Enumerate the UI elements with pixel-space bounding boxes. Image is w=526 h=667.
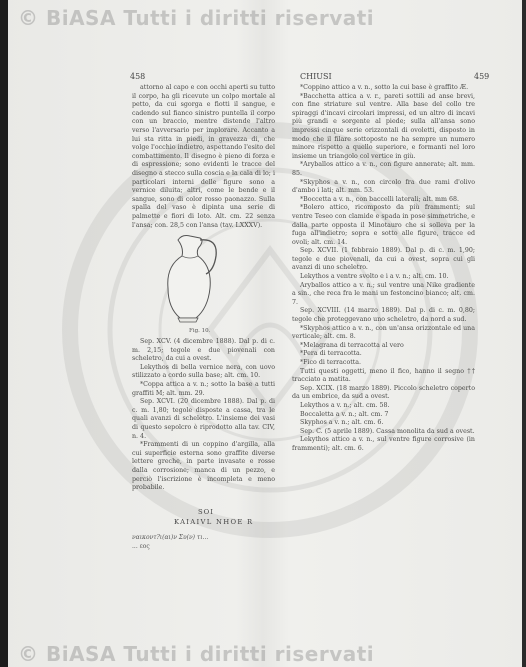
running-title: CHIUSI (300, 72, 332, 81)
watermark-text-top: © BiASA Tutti i diritti riservati (18, 6, 375, 30)
paragraph: Sep. XCVIII. (14 marzo 1889). Dal p. di c. m. 0,80; tegole che proteggevano uno scheletro, da nord a sud. (292, 307, 475, 324)
paragraph: *Bacchetta attica a v. r., pareti sottili ad anse brevi, con fine striature sul ventre. Alla base del collo tre spiraggi d'incavi circolari impressi, ed un altro di incavi più grandi e sorgente al piede; sulla all'ansa sono impressi cinque serie orizzontali di ovoletti, disposto in modo che il filare sottoposto ne ha sempre un numero minore rispetto a quello superiore, e formanti nel loro insieme un triangolo col vertice in giù. (292, 92, 475, 160)
paragraph: Lekythos di bella vernice nera, con uovo stilizzato a cordo sulla base; alt. cm. 10. (132, 363, 275, 380)
paragraph: *Frammenti di un coppino d'argilla, alla cui superficie esterna sono graffite diverse lettere greche, in parte invasate e rosse dalla corrosione; manca di un pezzo, e perciò l'iscrizione è incompleta e meno probabile. (132, 441, 275, 492)
figure-caption: Fig. 10. (189, 328, 211, 334)
paragraph: *Bolero attico, ricomposto da più frammenti; sul ventre Teseo con clamide e spada in pose simmetriche, e dalla parte opposta il Minotauro che si solleva per la fuga all'indietro; sopra e sotto alle figure, tracce ed ovoli; alt. cm. 14. (292, 204, 475, 246)
paragraph: Lekythos attico a v. n., sul ventre figure corrosive (in frammenti); alt. cm. 6. (292, 436, 475, 452)
inscription-line-1: SOI (198, 508, 214, 516)
paragraph: Sep. XCIX. (18 marzo 1889). Piccolo scheletro coperto da un embrice, da sud a ovest. (292, 384, 475, 401)
oinochoe-vase-illustration (160, 226, 230, 326)
paragraph: Sep. XCVII. (1 febbraio 1889). Dal p. di c. m. 1,90; tegole e due piovenali, da cui a ovest, sopra cui gli avanzi di uno scheletro. (292, 247, 475, 272)
paragraph: Tutti questi oggetti, meno il fico, hanno il segno †† tracciato a matita. (292, 367, 475, 384)
paragraph: Lekythos a ventre svolto e i a v. n.; alt. cm. 10. (300, 273, 449, 281)
scan-edge-left (0, 0, 8, 667)
watermark-text-bottom: © BiASA Tutti i diritti riservati (18, 642, 375, 666)
scan-edge-right (522, 0, 526, 667)
paragraph: *Skyphos attico a v. n., con un'ansa orizzontale ed una verticale; alt. cm. 8. (292, 324, 475, 341)
paragraph: *Melagrana di terracotta al vero (300, 341, 404, 349)
paragraph: Skyphos a v. n.; alt. cm. 6. (300, 419, 384, 427)
paragraph: Sep. XCV. (4 dicembre 1888). Dal p. di c. m. 2,15; tegole e due piovenali con scheletro, da cui a ovest. (132, 338, 275, 363)
left-column-top (132, 84, 275, 230)
paragraph: attorno al capo e con occhi aperti su tutto il corpo, ha gli ricevute un colpo mortale al petto, da cui sgorga e fiotti il sangue, e cadendo sul fianco sinistro puntella il corpo con un braccio, mentre distende l'altro verso l'avversario per implorare. Accanto a lui sta ritta in piedi, in gravezza di, che volge l'occhio indietro, aspettando l'esito del combattimento. Il disegno è pieno di forza e di espressione; sono evidenti le tracce del disegno a stecco sulla coscia e la cala di lo; i particolari interni delle figure sono a vernice diluita; altri, come le bende e il sangue, sono di color rosso paonazzo. Sulla spalla del vaso è dipinta una serie di palmette e fiori di loto. Alt. cm. 22 senza l'ansa; con. 28,5 con l'ansa (tav. LXXXV). (132, 84, 275, 229)
inscription-line-2: KAIAIVL NHOE R (174, 518, 254, 526)
footnote-line-1: ναικοντ?ι(αι)ν Συ(ν) τι... (132, 534, 209, 541)
paragraph: *Skyphos a v. n., con circolo fra due rami d'olivo d'ambo i lati; alt. mm. 53. (292, 178, 475, 195)
paragraph: Aryballos attico a v. n.; sul ventre una Nike gradiente a sin., che reca fra le mani un festoncino bianco; alt. cm. 7. (292, 281, 475, 306)
left-column-bottom (132, 338, 275, 493)
page-number-left: 458 (130, 72, 146, 81)
paragraph: Boccaletta a v. n.; alt. cm. 7 (300, 410, 389, 418)
paragraph: *Coppa attica a v. n.; sotto la base a tutti graffiti M; alt. mm. 29. (132, 380, 275, 397)
paragraph: Lekythos a v. n.; alt. cm. 58. (300, 401, 390, 409)
right-column (292, 84, 475, 454)
paragraph: *Boccetta a v. n., con baccelli laterali; alt. mm 68. (300, 195, 459, 203)
footnote-line-2: ... εος (132, 543, 150, 550)
paragraph: Sep. XCVI. (20 dicembre 1888). Dal p. di c. m. 1,80; tegole disposte a cassa, tra le quali avanzi di scheletro. L'insieme dei vasi di questo sepolcro è riprodotto alla tav. CIV, n. 4. (132, 398, 275, 440)
page-number-right: 459 (474, 72, 490, 81)
paragraph: *Fico di terracotta. (300, 359, 362, 366)
paragraph: *Coppino attico a v. n., sotto la cui base è graffito Æ. (300, 84, 469, 91)
paragraph: *Pera di terracotta. (300, 350, 362, 358)
paragraph: *Aryballos attico a v. n., con figure annerate; alt. mm. 85. (292, 161, 475, 177)
paragraph: Sep. C. (5 aprile 1889). Cassa monolita da sud a ovest. (300, 427, 475, 435)
